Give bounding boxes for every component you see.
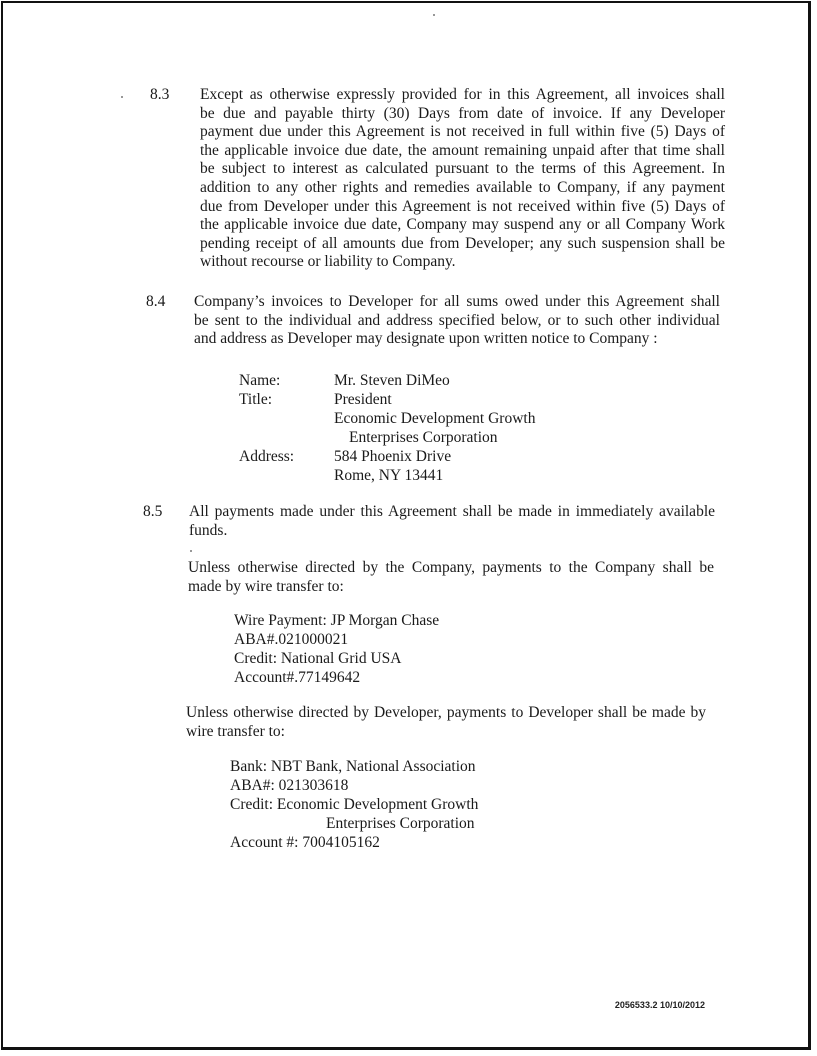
wire-credit: Credit: National Grid USA xyxy=(234,650,402,667)
name-label: Name: xyxy=(239,372,281,389)
text-line: and address as Developer may designate upon written notice to Company : xyxy=(194,330,658,348)
wire-aba-number: ABA#: 021303618 xyxy=(230,777,349,794)
address-label: Address: xyxy=(239,448,295,465)
text-line: be sent to the individual and address specified below, or to such other individual xyxy=(194,311,720,329)
title-label: Title: xyxy=(239,391,273,408)
text-line: All payments made under this Agreement shall be made in immediately available xyxy=(189,503,715,520)
text-line: funds. xyxy=(189,521,228,539)
text-line: be due and payable thirty (30) Days from date of invoice. If any Developer xyxy=(200,104,725,122)
company-payment-instructions xyxy=(188,559,714,596)
scan-speck xyxy=(121,96,123,98)
document-id: 2056533.2 10/10/2012 xyxy=(614,1000,705,1010)
company-wire-details xyxy=(234,611,439,687)
text-line: Except as otherwise expressly provided for in this Agreement, all invoices shall xyxy=(200,86,725,103)
section-number: 8.4 xyxy=(146,293,166,310)
text-line: pending receipt of all amounts due from Developer; any such suspension shall be xyxy=(200,234,725,252)
wire-payment-bank: Wire Payment: JP Morgan Chase xyxy=(234,612,440,629)
scan-speck xyxy=(190,550,192,552)
wire-bank-name: Bank: NBT Bank, National Association xyxy=(230,758,476,775)
name-value: Mr. Steven DiMeo xyxy=(334,372,450,389)
organization-line-1: Economic Development Growth xyxy=(334,410,536,427)
section-8-4-text xyxy=(194,293,720,349)
contact-block xyxy=(239,371,559,491)
text-line: Unless otherwise directed by the Company, payments to the Company shall be xyxy=(188,559,714,576)
section-number: 8.3 xyxy=(150,86,170,103)
wire-aba-number: ABA#.021000021 xyxy=(234,631,349,648)
section-8-3-text xyxy=(200,86,725,272)
address-line-1: 584 Phoenix Drive xyxy=(334,448,452,465)
section-8-5-text xyxy=(189,503,715,540)
text-line: the applicable invoice due date, Company may suspend any or all Company Work xyxy=(200,216,725,234)
developer-payment-instructions xyxy=(186,704,706,741)
text-line: Company’s invoices to Developer for all sums owed under this Agreement shall xyxy=(194,293,720,310)
title-value: President xyxy=(334,391,392,408)
text-line: payment due under this Agreement is not received in full within five (5) Days of xyxy=(200,123,725,141)
text-line: Unless otherwise directed by Developer, payments to Developer shall be made by xyxy=(186,704,706,721)
text-line: the applicable invoice due date, the amount remaining unpaid after that time shall xyxy=(200,141,725,159)
section-number: 8.5 xyxy=(143,503,163,520)
organization-line-2: Enterprises Corporation xyxy=(349,429,498,446)
wire-account-number: Account#.77149642 xyxy=(234,669,361,686)
scan-speck xyxy=(433,14,435,16)
text-line: wire transfer to: xyxy=(186,722,285,740)
text-line: addition to any other rights and remedies available to Company, if any payment xyxy=(200,178,725,196)
wire-credit-line-2: Enterprises Corporation xyxy=(326,815,475,832)
address-line-2: Rome, NY 13441 xyxy=(334,467,444,484)
text-line: made by wire transfer to: xyxy=(188,577,344,595)
text-line: be subject to interest as calculated pursuant to the terms of this Agreement. In xyxy=(200,160,725,178)
developer-wire-details xyxy=(230,757,478,852)
wire-credit-line-1: Credit: Economic Development Growth xyxy=(230,796,479,813)
wire-account-number: Account #: 7004105162 xyxy=(230,834,380,851)
text-line: due from Developer under this Agreement is not received within five (5) Days of xyxy=(200,197,725,215)
text-line: without recourse or liability to Company. xyxy=(200,253,456,271)
